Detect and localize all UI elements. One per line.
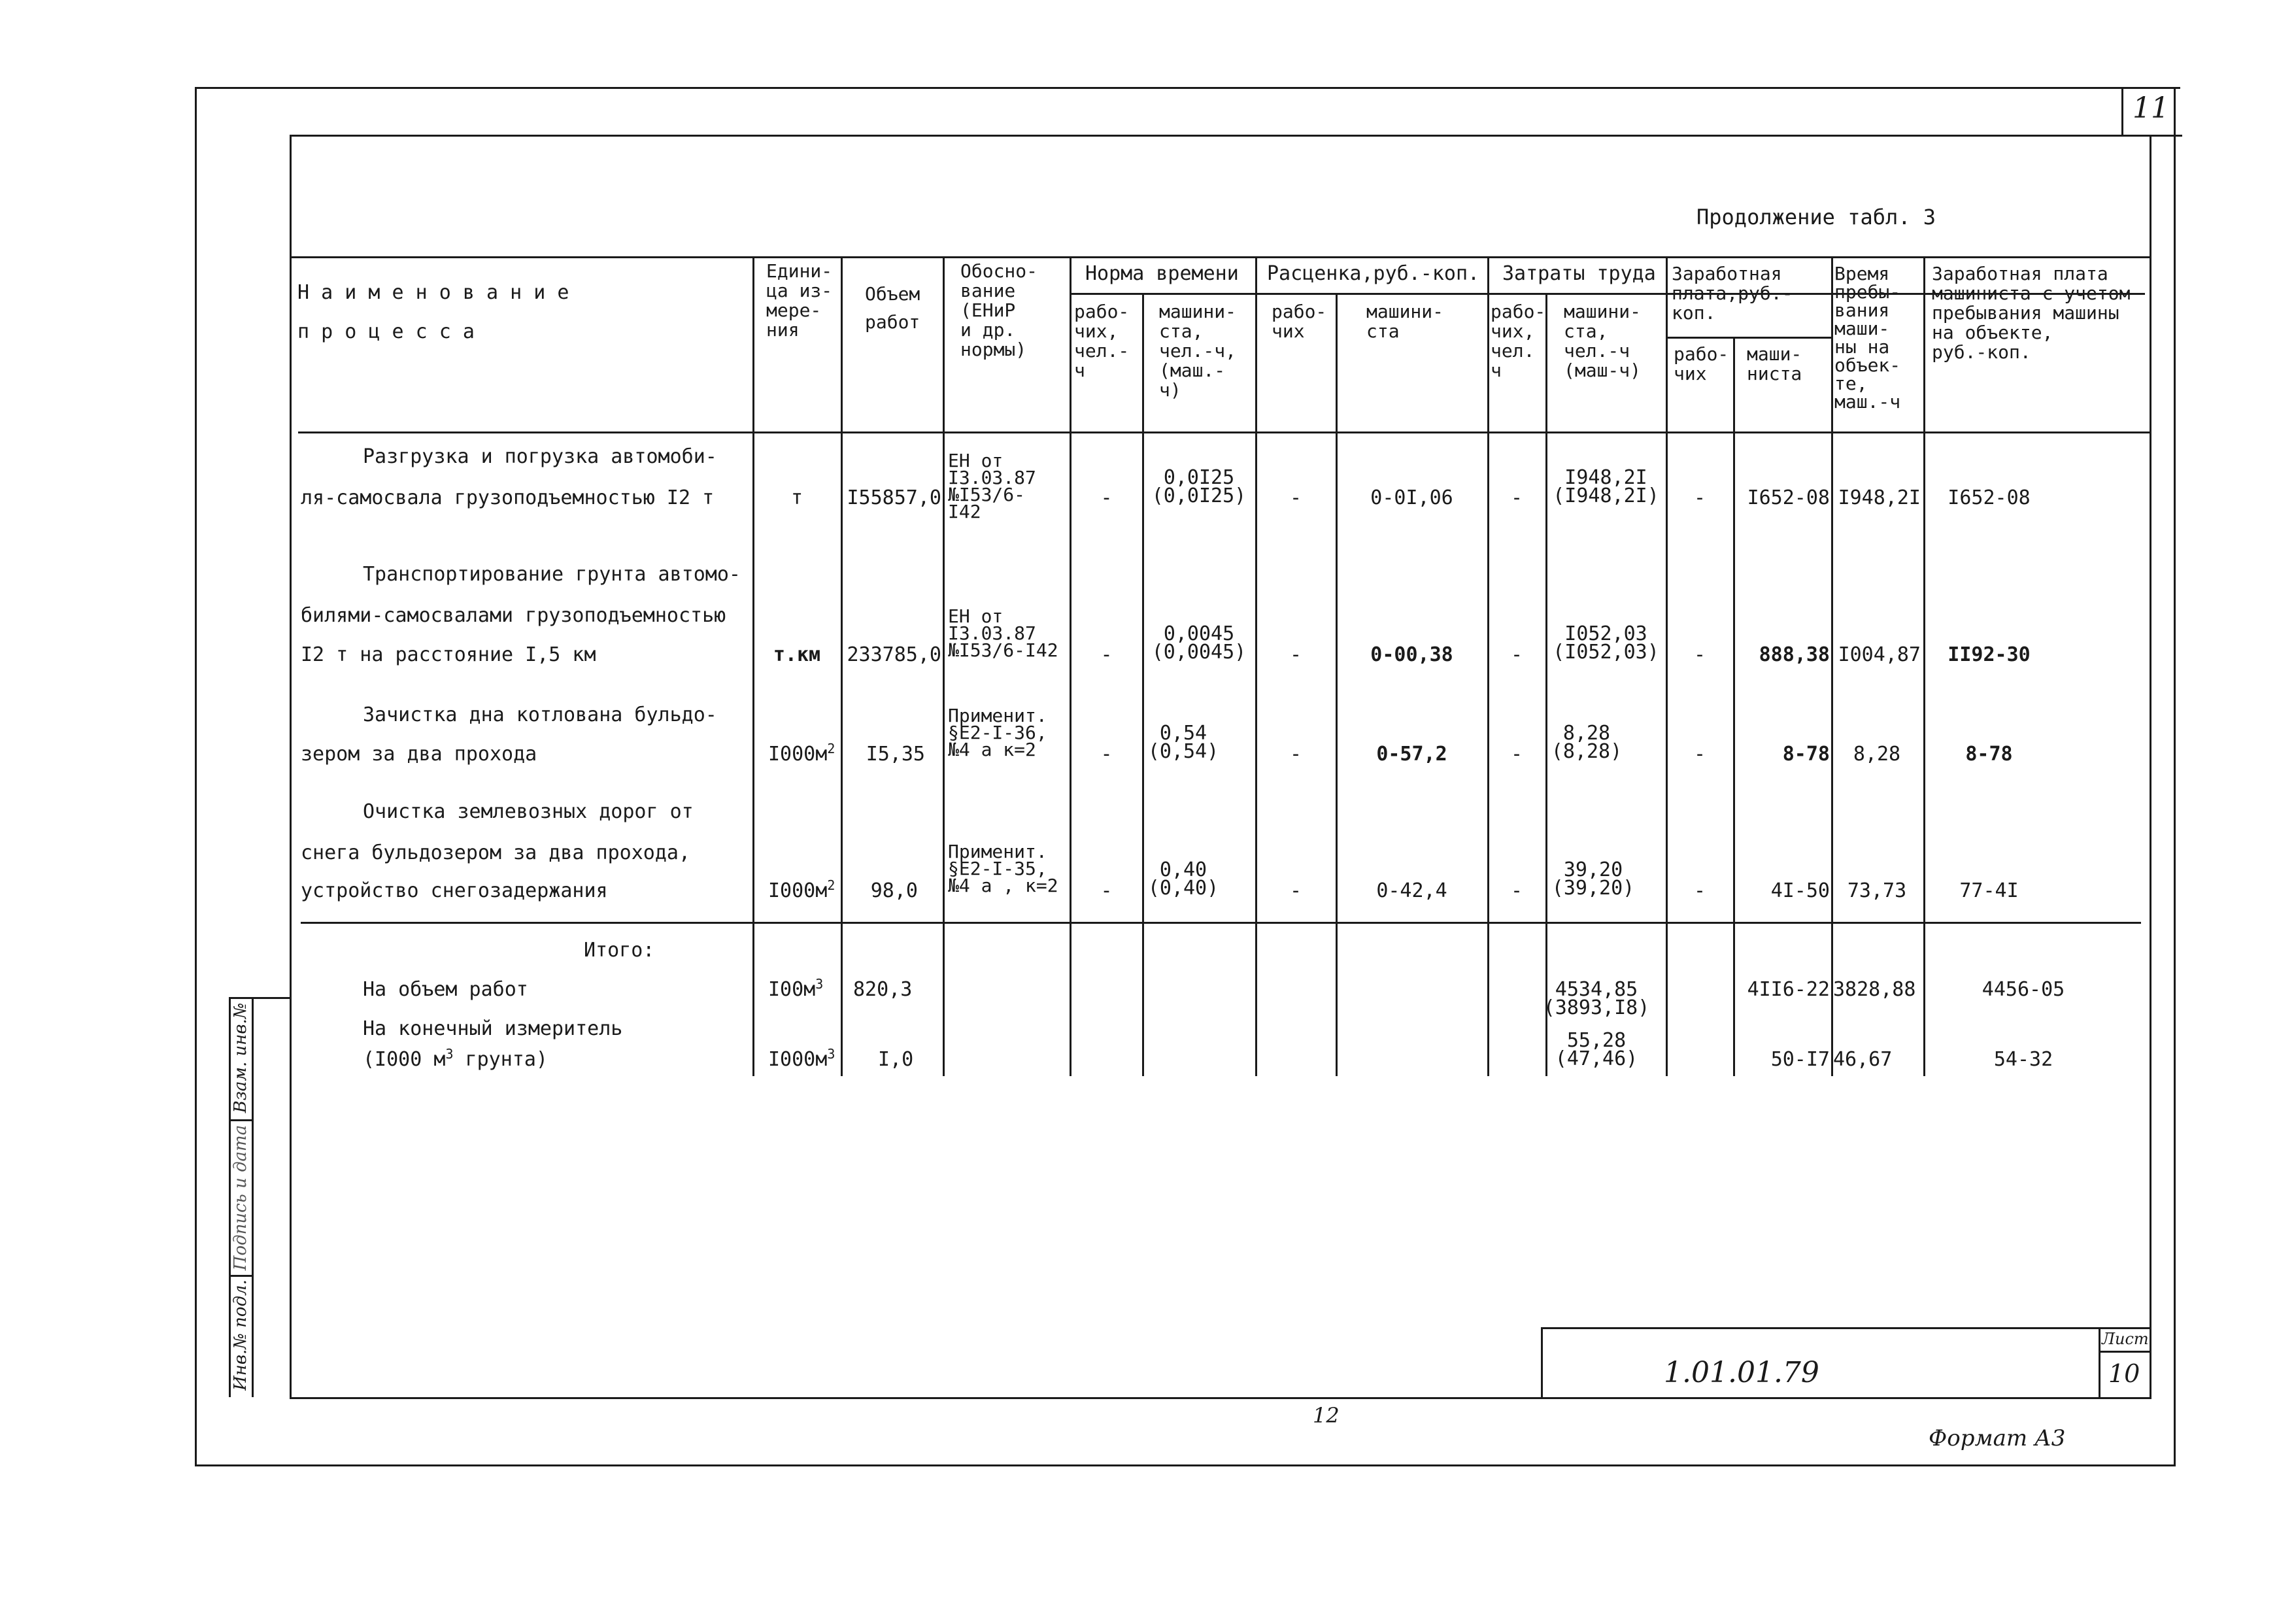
row3-wage-machinists: 8-78 [1782, 743, 1830, 766]
header-unit-3: мере- [766, 299, 822, 321]
row4-wage-total: 77-4I [1959, 879, 2019, 902]
doc-code: 1.01.01.79 [1664, 1356, 1819, 1389]
page-number-box-left [2121, 87, 2123, 135]
row4-stay: 73,73 [1847, 879, 1907, 902]
header-volume-1: Объем [865, 283, 920, 305]
side-label-signature: Подпись и дата [231, 1125, 250, 1271]
header-norm-workers-4: ч [1074, 360, 1085, 381]
totals-volume-unit-sup: 3 [815, 976, 824, 992]
header-basis-3: (ЕНиР [960, 299, 1016, 321]
row3-name-2: зером за два прохода [301, 743, 537, 766]
col-sep-9 [1545, 293, 1547, 1076]
row1-wage-total: I652-08 [1948, 486, 2031, 509]
row4-rate-workers: - [1289, 879, 1302, 902]
header-norm-workers-2: чих, [1074, 320, 1119, 342]
header-labor-workers-3: чел. [1491, 340, 1535, 362]
totals-final-unit-text: I000м [768, 1048, 828, 1071]
col-sep-12 [1831, 256, 1833, 1076]
totals-volume-label: На объем работ [363, 978, 528, 1001]
row1-rate-workers: - [1289, 486, 1302, 509]
header-stay-4: маши- [1834, 318, 1890, 339]
row4-basis-2: §Е2-I-35, [948, 858, 1047, 879]
row2-name-1: Транспортирование грунта автомо- [363, 563, 741, 586]
outer-frame-bottom [195, 1464, 2176, 1466]
header-labor: Затраты труда [1502, 262, 1656, 285]
outer-frame-top [196, 87, 2180, 89]
totals-volume-unit [768, 976, 824, 1001]
row3-wage-workers: - [1693, 743, 1706, 766]
header-labor-machinists-2: ста, [1564, 320, 1608, 342]
header-wage-machinists-1: маши- [1747, 343, 1802, 365]
header-wage-total-2: машиниста с учетом [1932, 282, 2131, 304]
row3-basis-2: §Е2-I-36, [948, 722, 1047, 743]
header-stay-5: ны на [1834, 336, 1890, 358]
row1-volume: I55857,0 [847, 486, 941, 509]
row2-labor-machinists-2: (I052,03) [1553, 641, 1659, 664]
totals-final-labor-2: (47,46) [1555, 1047, 1638, 1070]
header-wage-total-3: пребывания машины [1932, 302, 2119, 324]
row3-norm-machinists-2: (0,54) [1147, 740, 1219, 763]
header-stay-3: вания [1834, 299, 1890, 321]
side-stamp-sep-2 [229, 1275, 254, 1277]
header-stay-7: те, [1834, 373, 1868, 394]
inner-frame-top [290, 135, 2182, 137]
row2-labor-machinists-1: I052,03 [1564, 622, 1647, 645]
row4-name-2: снега бульдозером за два прохода, [301, 841, 691, 864]
header-volume-2: работ [865, 311, 920, 333]
header-unit-1: Едини- [766, 260, 833, 282]
inner-frame-right [2150, 135, 2151, 1399]
totals-volume-unit-text: I00м [768, 978, 816, 1001]
row1-stay: I948,2I [1838, 486, 1921, 509]
row4-norm-machinists-1: 0,40 [1159, 858, 1207, 881]
row4-unit-text: I000м [768, 879, 828, 902]
col-sep-8 [1487, 256, 1489, 1076]
col-sep-1 [752, 256, 754, 1076]
header-labor-machinists-4: (маш-ч) [1564, 360, 1642, 381]
row2-rate-workers: - [1289, 643, 1302, 666]
header-name-2: п р о ц е с с а [297, 320, 475, 343]
header-basis-5: нормы) [960, 339, 1027, 360]
title-block-sheet-rule [2099, 1351, 2150, 1353]
outer-frame-left [195, 87, 197, 1466]
header-labor-workers-2: чих, [1491, 320, 1535, 342]
totals-final-unit-sup: 3 [827, 1046, 835, 1062]
row4-wage-machinists: 4I-50 [1770, 879, 1830, 902]
row2-norm-workers: - [1100, 643, 1113, 666]
row3-norm-machinists-1: 0,54 [1159, 722, 1207, 745]
header-labor-machinists-3: чел.-ч [1564, 340, 1630, 362]
table-caption: Продолжение табл. 3 [1696, 205, 1936, 229]
row1-basis-3: №I53/6- [948, 484, 1026, 505]
header-labor-machinists-1: машини- [1564, 301, 1642, 322]
totals-volume-value: 820,3 [853, 978, 913, 1001]
row4-rate-machinists: 0-42,4 [1376, 879, 1447, 902]
row1-norm-machinists-1: 0,0I25 [1163, 466, 1235, 489]
title-block-left [1541, 1327, 1543, 1399]
row4-basis-1: Применит. [948, 841, 1047, 862]
col-sep-4 [1070, 256, 1071, 1076]
header-basis-4: и др. [960, 319, 1016, 341]
row3-basis-3: №4 а к=2 [948, 739, 1036, 760]
row1-rate-machinists: 0-0I,06 [1370, 486, 1453, 509]
table-top-rule [290, 256, 2150, 258]
row2-wage-workers: - [1693, 643, 1706, 666]
row1-name-1: Разгрузка и погрузка автомоби- [363, 445, 717, 468]
header-wage-total-1: Заработная плата [1932, 263, 2108, 284]
bottom-page-number: 12 [1313, 1403, 1340, 1428]
totals-final-label-2 [363, 1046, 548, 1071]
row3-labor-workers: - [1510, 743, 1523, 766]
row2-norm-machinists-2: (0,0045) [1151, 641, 1247, 664]
col-sep-11 [1733, 337, 1735, 1076]
row2-rate-machinists: 0-00,38 [1370, 643, 1453, 666]
header-name-1: Н а и м е н о в а н и е [297, 281, 569, 304]
row3-labor-machinists-1: 8,28 [1562, 722, 1611, 745]
row4-name-1: Очистка землевозных дорог от [363, 800, 694, 823]
col-sep-5 [1142, 293, 1144, 1076]
outer-frame-right [2174, 87, 2176, 1466]
row2-unit: т.км [773, 643, 821, 666]
wage-subheader-rule [1666, 337, 1831, 339]
row3-unit [768, 743, 835, 766]
row1-name-2: ля-самосвала грузоподъемностью I2 т [301, 486, 715, 509]
row4-norm-machinists-2: (0,40) [1147, 877, 1219, 900]
row4-unit-sup: 2 [827, 877, 835, 893]
header-basis-2: вание [960, 280, 1016, 301]
side-stamp-middle [252, 997, 254, 1397]
format-label: Формат А3 [1929, 1425, 2066, 1451]
side-label-substitute: Взам. инв.№ [231, 1002, 250, 1113]
row4-name-3: устройство снегозадержания [301, 879, 608, 902]
row2-basis-3: №I53/6-I42 [948, 639, 1058, 661]
row3-stay: 8,28 [1853, 743, 1901, 766]
row2-labor-workers: - [1510, 643, 1523, 666]
title-block-top [1541, 1327, 2150, 1329]
totals-final-wage: 50-I7 [1770, 1048, 1830, 1071]
row4-labor-machinists-2: (39,20) [1551, 877, 1635, 900]
row4-basis-3: №4 а , к=2 [948, 875, 1058, 896]
totals-volume-stay: 3828,88 [1833, 978, 1916, 1001]
header-rate: Расценка,руб.-коп. [1267, 262, 1480, 285]
header-wage-machinists-2: ниста [1747, 363, 1802, 384]
row3-name-1: Зачистка дна котлована бульдо- [363, 703, 717, 726]
row3-volume: I5,35 [866, 743, 925, 766]
header-wage-1: Заработная [1672, 263, 1782, 284]
totals-volume-labor-1: 4534,85 [1555, 978, 1638, 1001]
inner-frame-left [290, 135, 292, 1399]
header-stay-2: пребы- [1834, 281, 1901, 303]
row1-labor-machinists-2: (I948,2I) [1553, 484, 1659, 507]
row4-unit [768, 877, 835, 902]
col-sep-2 [841, 256, 843, 1076]
totals-final-label-2-text: (I000 м [363, 1048, 446, 1071]
row1-basis-4: I42 [948, 501, 981, 522]
row1-wage-workers: - [1693, 486, 1706, 509]
side-stamp-sep-1 [229, 1119, 254, 1121]
totals-final-value: I,0 [878, 1048, 914, 1071]
header-norm-machinists-3: чел.-ч, [1159, 340, 1237, 362]
header-stay-1: Время [1834, 263, 1890, 284]
row2-basis-2: I3.03.87 [948, 622, 1036, 644]
row1-norm-workers: - [1100, 486, 1113, 509]
row1-labor-workers: - [1510, 486, 1523, 509]
totals-final-label-2-sup: 3 [445, 1046, 454, 1062]
header-norm-machinists-2: ста, [1159, 320, 1204, 342]
inner-frame-bottom [290, 1397, 2150, 1399]
row2-name-3: I2 т на расстояние I,5 км [301, 643, 596, 666]
totals-final-labor-1: 55,28 [1566, 1029, 1627, 1052]
table-header-bottom-rule [298, 431, 2150, 433]
header-rate-machinists-1: машини- [1366, 301, 1444, 322]
header-unit-4: ния [766, 319, 800, 341]
totals-final-label-1: На конечный измеритель [363, 1017, 623, 1040]
totals-volume-labor-2: (3893,I8) [1543, 996, 1650, 1019]
header-norm-workers-1: рабо- [1074, 301, 1130, 322]
row4-wage-workers: - [1693, 879, 1706, 902]
header-rate-machinists-2: ста [1366, 320, 1400, 342]
row1-wage-machinists: I652-08 [1747, 486, 1830, 509]
row3-rate-machinists: 0-57,2 [1376, 743, 1447, 766]
table-body-bottom-rule [301, 922, 2141, 924]
header-norm-machinists-4: (маш.- [1159, 360, 1226, 381]
header-labor-workers-1: рабо- [1491, 301, 1546, 322]
row1-basis-1: ЕН от [948, 450, 1004, 471]
row1-basis-2: I3.03.87 [948, 467, 1036, 488]
header-stay-6: объек- [1834, 354, 1901, 376]
col-sep-3 [943, 256, 945, 1076]
col-sep-13 [1923, 256, 1925, 1076]
totals-volume-wage: 4II6-22 [1747, 978, 1830, 1001]
header-wage-workers-2: чих [1674, 363, 1707, 384]
row4-labor-workers: - [1510, 879, 1523, 902]
header-wage-total-4: на объекте, [1932, 322, 2053, 343]
row2-basis-1: ЕН от [948, 605, 1004, 627]
side-stamp-top [229, 997, 291, 999]
header-unit-2: ца из- [766, 280, 833, 301]
title-block-sheet-sep [2099, 1327, 2100, 1399]
side-label-inventory: Инв.№ подл. [231, 1279, 250, 1391]
header-norm-time: Норма времени [1085, 262, 1239, 285]
sheet-number: 10 [2108, 1359, 2140, 1388]
row3-basis-1: Применит. [948, 705, 1047, 726]
header-norm-machinists-1: машини- [1159, 301, 1237, 322]
row2-volume: 233785,0 [847, 643, 941, 666]
row3-rate-workers: - [1289, 743, 1302, 766]
totals-label: Итого: [584, 939, 655, 962]
header-norm-machinists-5: ч) [1159, 379, 1181, 401]
header-norm-workers-3: чел.- [1074, 340, 1130, 362]
row1-unit: т [790, 486, 803, 509]
row3-labor-machinists-2: (8,28) [1551, 740, 1623, 763]
totals-final-unit [768, 1046, 835, 1071]
header-rate-workers-2: чих [1272, 320, 1305, 342]
row4-labor-machinists-1: 39,20 [1563, 858, 1623, 881]
sheet-label: Лист [2102, 1330, 2149, 1348]
totals-final-wage-total: 54-32 [1993, 1048, 2053, 1071]
header-basis-1: Обосно- [960, 260, 1038, 282]
header-rate-workers-1: рабо- [1272, 301, 1327, 322]
row3-norm-workers: - [1100, 743, 1113, 766]
row3-wage-total: 8-78 [1965, 743, 2013, 766]
row3-unit-text: I000м [768, 743, 828, 766]
row2-norm-machinists-1: 0,0045 [1163, 622, 1235, 645]
row2-name-2: билями-самосвалами грузоподъемностью [301, 604, 726, 627]
header-wage-3: коп. [1672, 302, 1716, 324]
row2-wage-machinists: 888,38 [1759, 643, 1830, 666]
row1-labor-machinists-1: I948,2I [1564, 466, 1647, 489]
totals-volume-wage-total: 4456-05 [1982, 978, 2065, 1001]
row4-norm-workers: - [1100, 879, 1113, 902]
row2-wage-total: II92-30 [1948, 643, 2031, 666]
totals-final-label-2-tail: грунта) [453, 1048, 548, 1071]
row4-volume: 98,0 [870, 879, 918, 902]
header-labor-workers-4: ч [1491, 360, 1502, 381]
header-wage-workers-1: рабо- [1674, 343, 1729, 365]
header-wage-total-5: руб.-коп. [1932, 341, 2031, 363]
col-sep-6 [1255, 256, 1257, 1076]
page-number-top: 11 [2133, 92, 2169, 125]
row1-norm-machinists-2: (0,0I25) [1151, 484, 1247, 507]
totals-final-stay: 46,67 [1833, 1048, 1893, 1071]
header-wage-2: плата,руб.- [1672, 282, 1793, 304]
header-stay-8: маш.-ч [1834, 391, 1901, 413]
row3-unit-sup: 2 [827, 741, 835, 756]
col-sep-10 [1666, 256, 1668, 1076]
col-sep-7 [1336, 293, 1338, 1076]
row2-stay: I004,87 [1838, 643, 1921, 666]
